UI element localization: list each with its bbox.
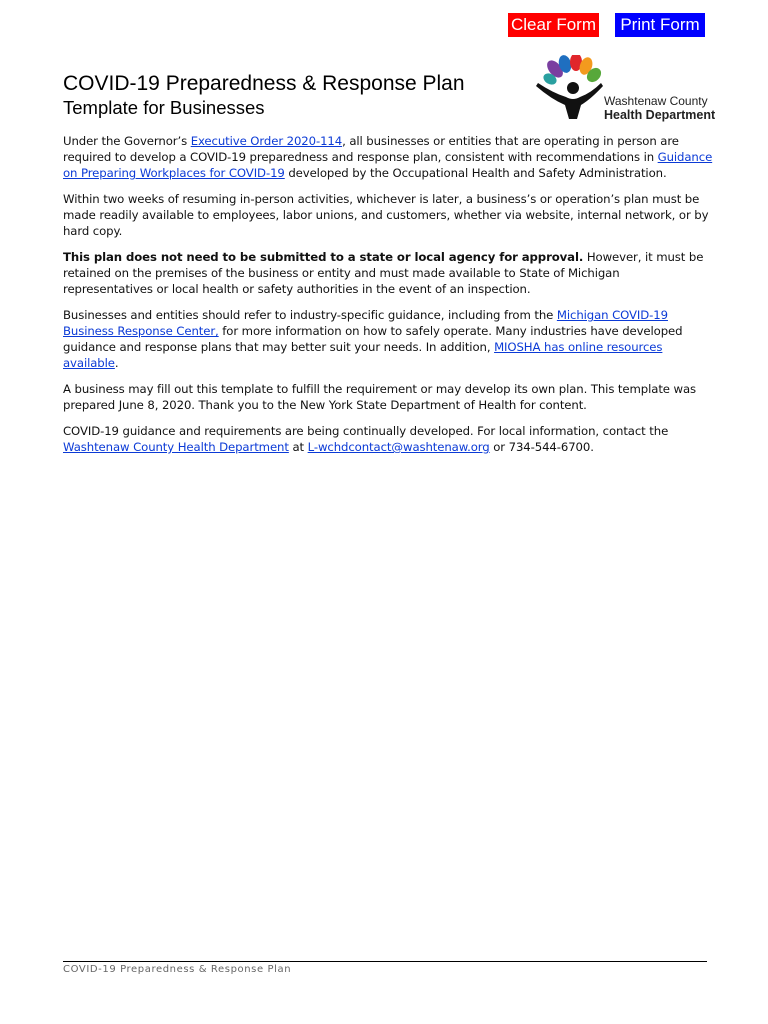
print-form-button[interactable]: Print Form: [615, 13, 705, 37]
page-title: COVID-19 Preparedness & Response Plan: [63, 72, 465, 95]
logo-text-county: Washtenaw County: [604, 94, 708, 108]
footer-text: COVID-19 Preparedness & Response Plan: [63, 964, 292, 975]
paragraph-template-note: A business may fill out this template to fulfill the requirement or may develop its own plan. This template was prepared June 8, 2020. Thank you to the New York State Department of Health for content.: [63, 382, 697, 412]
paragraph-intro: Under the Governor’s Executive Order 2020-114, all businesses or entities that are operating in person are required to develop a COVID-19 preparedness and response plan, consistent with recommendations in Guidance on Preparing Workplaces for COVID-19 developed by the Occupational Health and Safety Administration.: [63, 134, 713, 180]
paragraph-guidance: Businesses and entities should refer to industry-specific guidance, including from the Michigan COVID-19 Business Response Center, for more information on how to safely operate. Many industries have developed guidance and response plans that may better suit your needs. In addition, MIOSHA has online resources available.: [63, 308, 683, 370]
paragraph-contact: COVID-19 guidance and requirements are being continually developed. For local information, contact the Washtenaw County Health Department at L-wchdcontact@washtenaw.org or 734-544-6700.: [63, 424, 669, 454]
executive-order-link[interactable]: Executive Order 2020-114: [190, 134, 343, 148]
document-body: [63, 133, 713, 465]
clear-form-button[interactable]: Clear Form: [508, 13, 599, 37]
michigan-response-center-link[interactable]: Michigan COVID-19 Business Response Center,: [63, 308, 668, 338]
submission-note: This plan does not need to be submitted to a state or local agency for approval.: [63, 250, 584, 264]
paragraph-submission: This plan does not need to be submitted to a state or local agency for approval. However, it must be retained on the premises of the business or entity and must made available to State of Michigan representatives or local health or safety authorities in the event of an inspection.: [63, 250, 704, 296]
page-subtitle: Template for Businesses: [63, 97, 265, 118]
osha-guidance-link[interactable]: Guidance on Preparing Workplaces for COVID-19: [63, 150, 713, 180]
contact-email-link[interactable]: L-wchdcontact@washtenaw.org: [307, 440, 490, 454]
health-department-link[interactable]: Washtenaw County Health Department: [63, 440, 289, 454]
logo-text-department: Health Department: [604, 108, 716, 122]
paragraph-availability: Within two weeks of resuming in-person activities, whichever is later, a business’s or operation’s plan must be made readily available to employees, labor unions, and customers, whether via website, internal network, or by hard copy.: [63, 192, 709, 238]
footer-divider: [63, 961, 707, 962]
miosha-resources-link[interactable]: MIOSHA has online resources available: [63, 340, 663, 370]
